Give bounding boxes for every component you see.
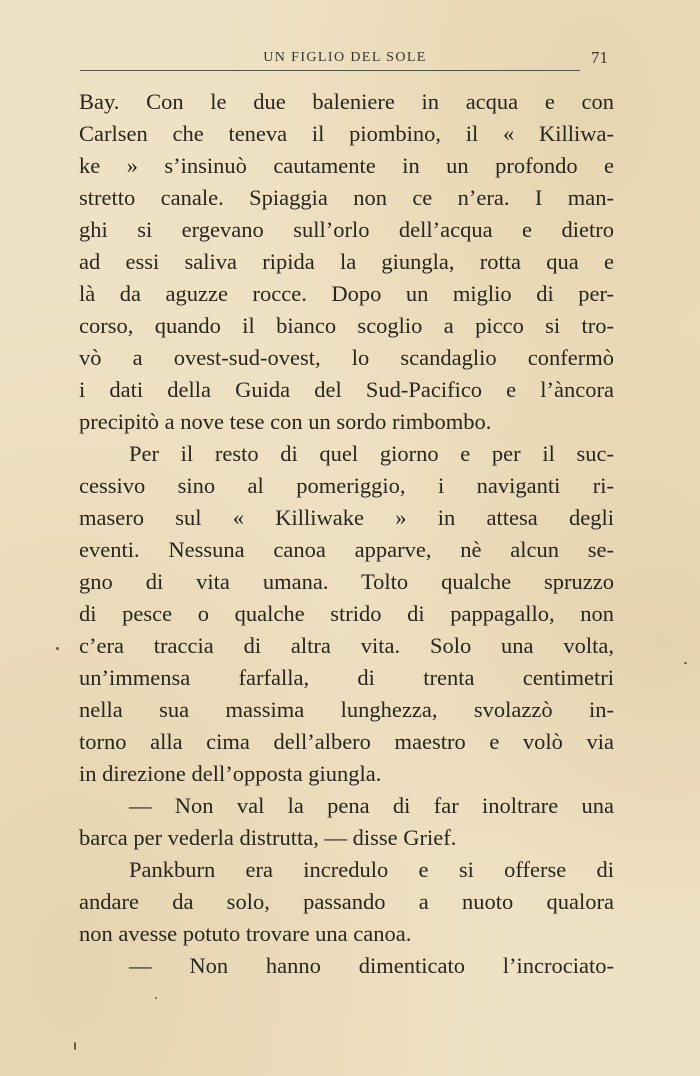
- text-line: di pesce o qualche strido di pappagallo, non: [79, 601, 614, 626]
- text-line: — Non hanno dimenticato l’incrociato-: [129, 953, 614, 978]
- text-line: stretto canale. Spiaggia non ce n’era. I man-: [79, 185, 614, 210]
- text-line: in direzione dell’opposta giungla.: [79, 761, 382, 786]
- text-line: vò a ovest-sud-ovest, lo scandaglio confermò: [79, 345, 614, 370]
- text-line: Carlsen che teneva il piombino, il « Killiwa-: [79, 121, 614, 146]
- text-line: — Non val la pena di far inoltrare una: [129, 793, 614, 818]
- text-line: là da aguzze rocce. Dopo un miglio di per-: [79, 281, 614, 306]
- text-line: non avesse potuto trovare una canoa.: [79, 921, 412, 946]
- text-line: barca per vederla distrutta, — disse Grief.: [79, 825, 457, 850]
- text-line: nella sua massima lunghezza, svolazzò in-: [79, 697, 614, 722]
- text-line: masero sul « Killiwake » in attesa degli: [79, 505, 614, 530]
- text-line: ghi si ergevano sull’orlo dell’acqua e dietro: [79, 217, 614, 242]
- text-line: c’era traccia di altra vita. Solo una volta,: [79, 633, 614, 658]
- text-line: Bay. Con le due baleniere in acqua e con: [79, 89, 614, 114]
- text-line: precipitò a nove tese con un sordo rimbombo.: [79, 409, 492, 434]
- paper-speck: [155, 997, 157, 999]
- running-title: UN FIGLIO DEL SOLE: [263, 50, 427, 65]
- text-line: corso, quando il bianco scoglio a picco si tro-: [79, 313, 614, 338]
- text-line: un’immensa farfalla, di trenta centimetri: [79, 665, 614, 690]
- text-line: andare da solo, passando a nuoto qualora: [79, 889, 614, 914]
- paper-speck: [56, 647, 59, 650]
- text-line: Pankburn era incredulo e si offerse di: [129, 857, 614, 882]
- header-rule: [80, 70, 580, 71]
- text-line: gno di vita umana. Tolto qualche spruzzo: [79, 569, 614, 594]
- page-number: 71: [591, 48, 608, 67]
- text-line: ke » s’insinuò cautamente in un profondo e: [79, 153, 614, 178]
- paper-speck: [74, 1042, 76, 1050]
- paper-speck: [684, 662, 687, 664]
- text-line: Per il resto di quel giorno e per il suc-: [129, 441, 614, 466]
- text-line: eventi. Nessuna canoa apparve, nè alcun se-: [79, 537, 614, 562]
- text-line: cessivo sino al pomeriggio, i naviganti ri-: [79, 473, 614, 498]
- text-line: torno alla cima dell’albero maestro e volò via: [79, 729, 614, 754]
- text-line: i dati della Guida del Sud-Pacifico e l’àncora: [79, 377, 614, 402]
- text-line: ad essi saliva ripida la giungla, rotta qua e: [79, 249, 614, 274]
- body-text: [79, 86, 614, 982]
- running-head: [80, 48, 610, 70]
